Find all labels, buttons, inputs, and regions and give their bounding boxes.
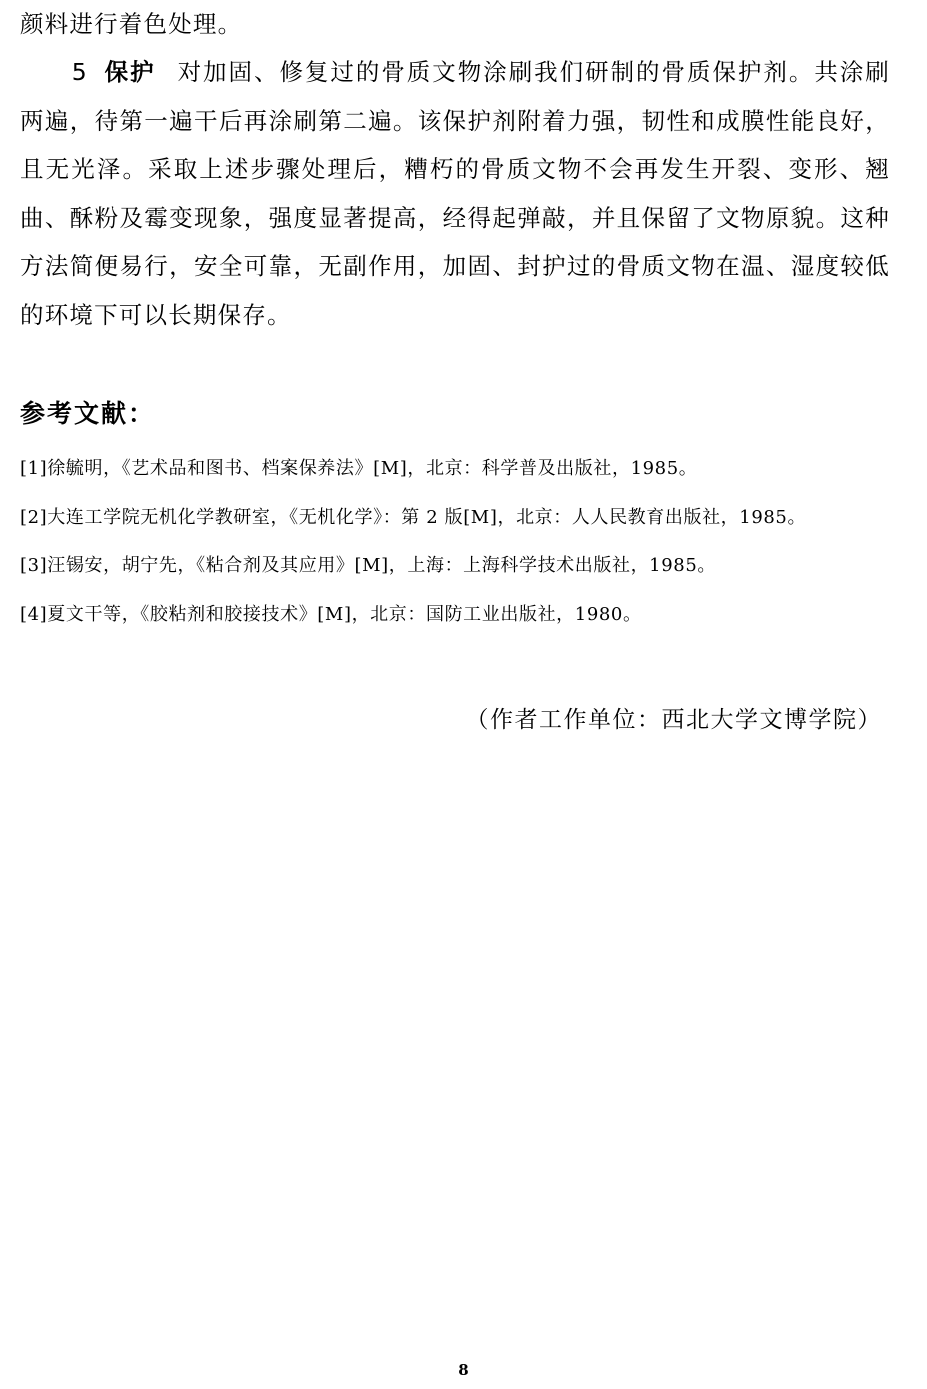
section-title: 保护 <box>103 58 156 86</box>
reference-item-1: [1]徐毓明，《艺术品和图书、档案保养法》[M]，北京：科学普及出版社，1985。 <box>20 458 698 479</box>
continuation-paragraph: 颜料进行着色处理。 <box>20 10 243 38</box>
reference-item-2: [2]大连工学院无机化学教研室，《无机化学》：第 2 版[M]，北京：人人民教育出版社，1985。 <box>20 506 807 528</box>
section-5-paragraph <box>20 48 890 339</box>
page-number: 8 <box>458 1361 469 1379</box>
section-body-text: 对加固、修复过的骨质文物涂刷我们研制的骨质保护剂。共涂刷两遍，待第一遍干后再涂刷第二遍。该保护剂附着力强，韧性和成膜性能良好，且无光泽。采取上述步骤处理后，糟朽的骨质文物不会再发生开裂、变形、翘曲、酥粉及霉变现象，强度显著提高，经得起弹敲，并且保留了文物原貌。这种方法简便易行，安全可靠，无副作用，加固、封护过的骨质文物在温、湿度较低的环境下可以长期保存。 <box>20 58 890 329</box>
references-heading: 参考文献： <box>20 399 156 428</box>
reference-list <box>20 452 910 646</box>
section-number: 5 <box>71 58 88 86</box>
reference-item-3: [3]汪锡安，胡宁先，《粘合剂及其应用》[M]，上海：上海科学技术出版社，1985。 <box>20 555 716 576</box>
author-affiliation: （作者工作单位：西北大学文博学院） <box>465 707 882 733</box>
reference-item-4: [4]夏文干等，《胶粘剂和胶接技术》[M]，北京：国防工业出版社，1980。 <box>20 603 642 625</box>
